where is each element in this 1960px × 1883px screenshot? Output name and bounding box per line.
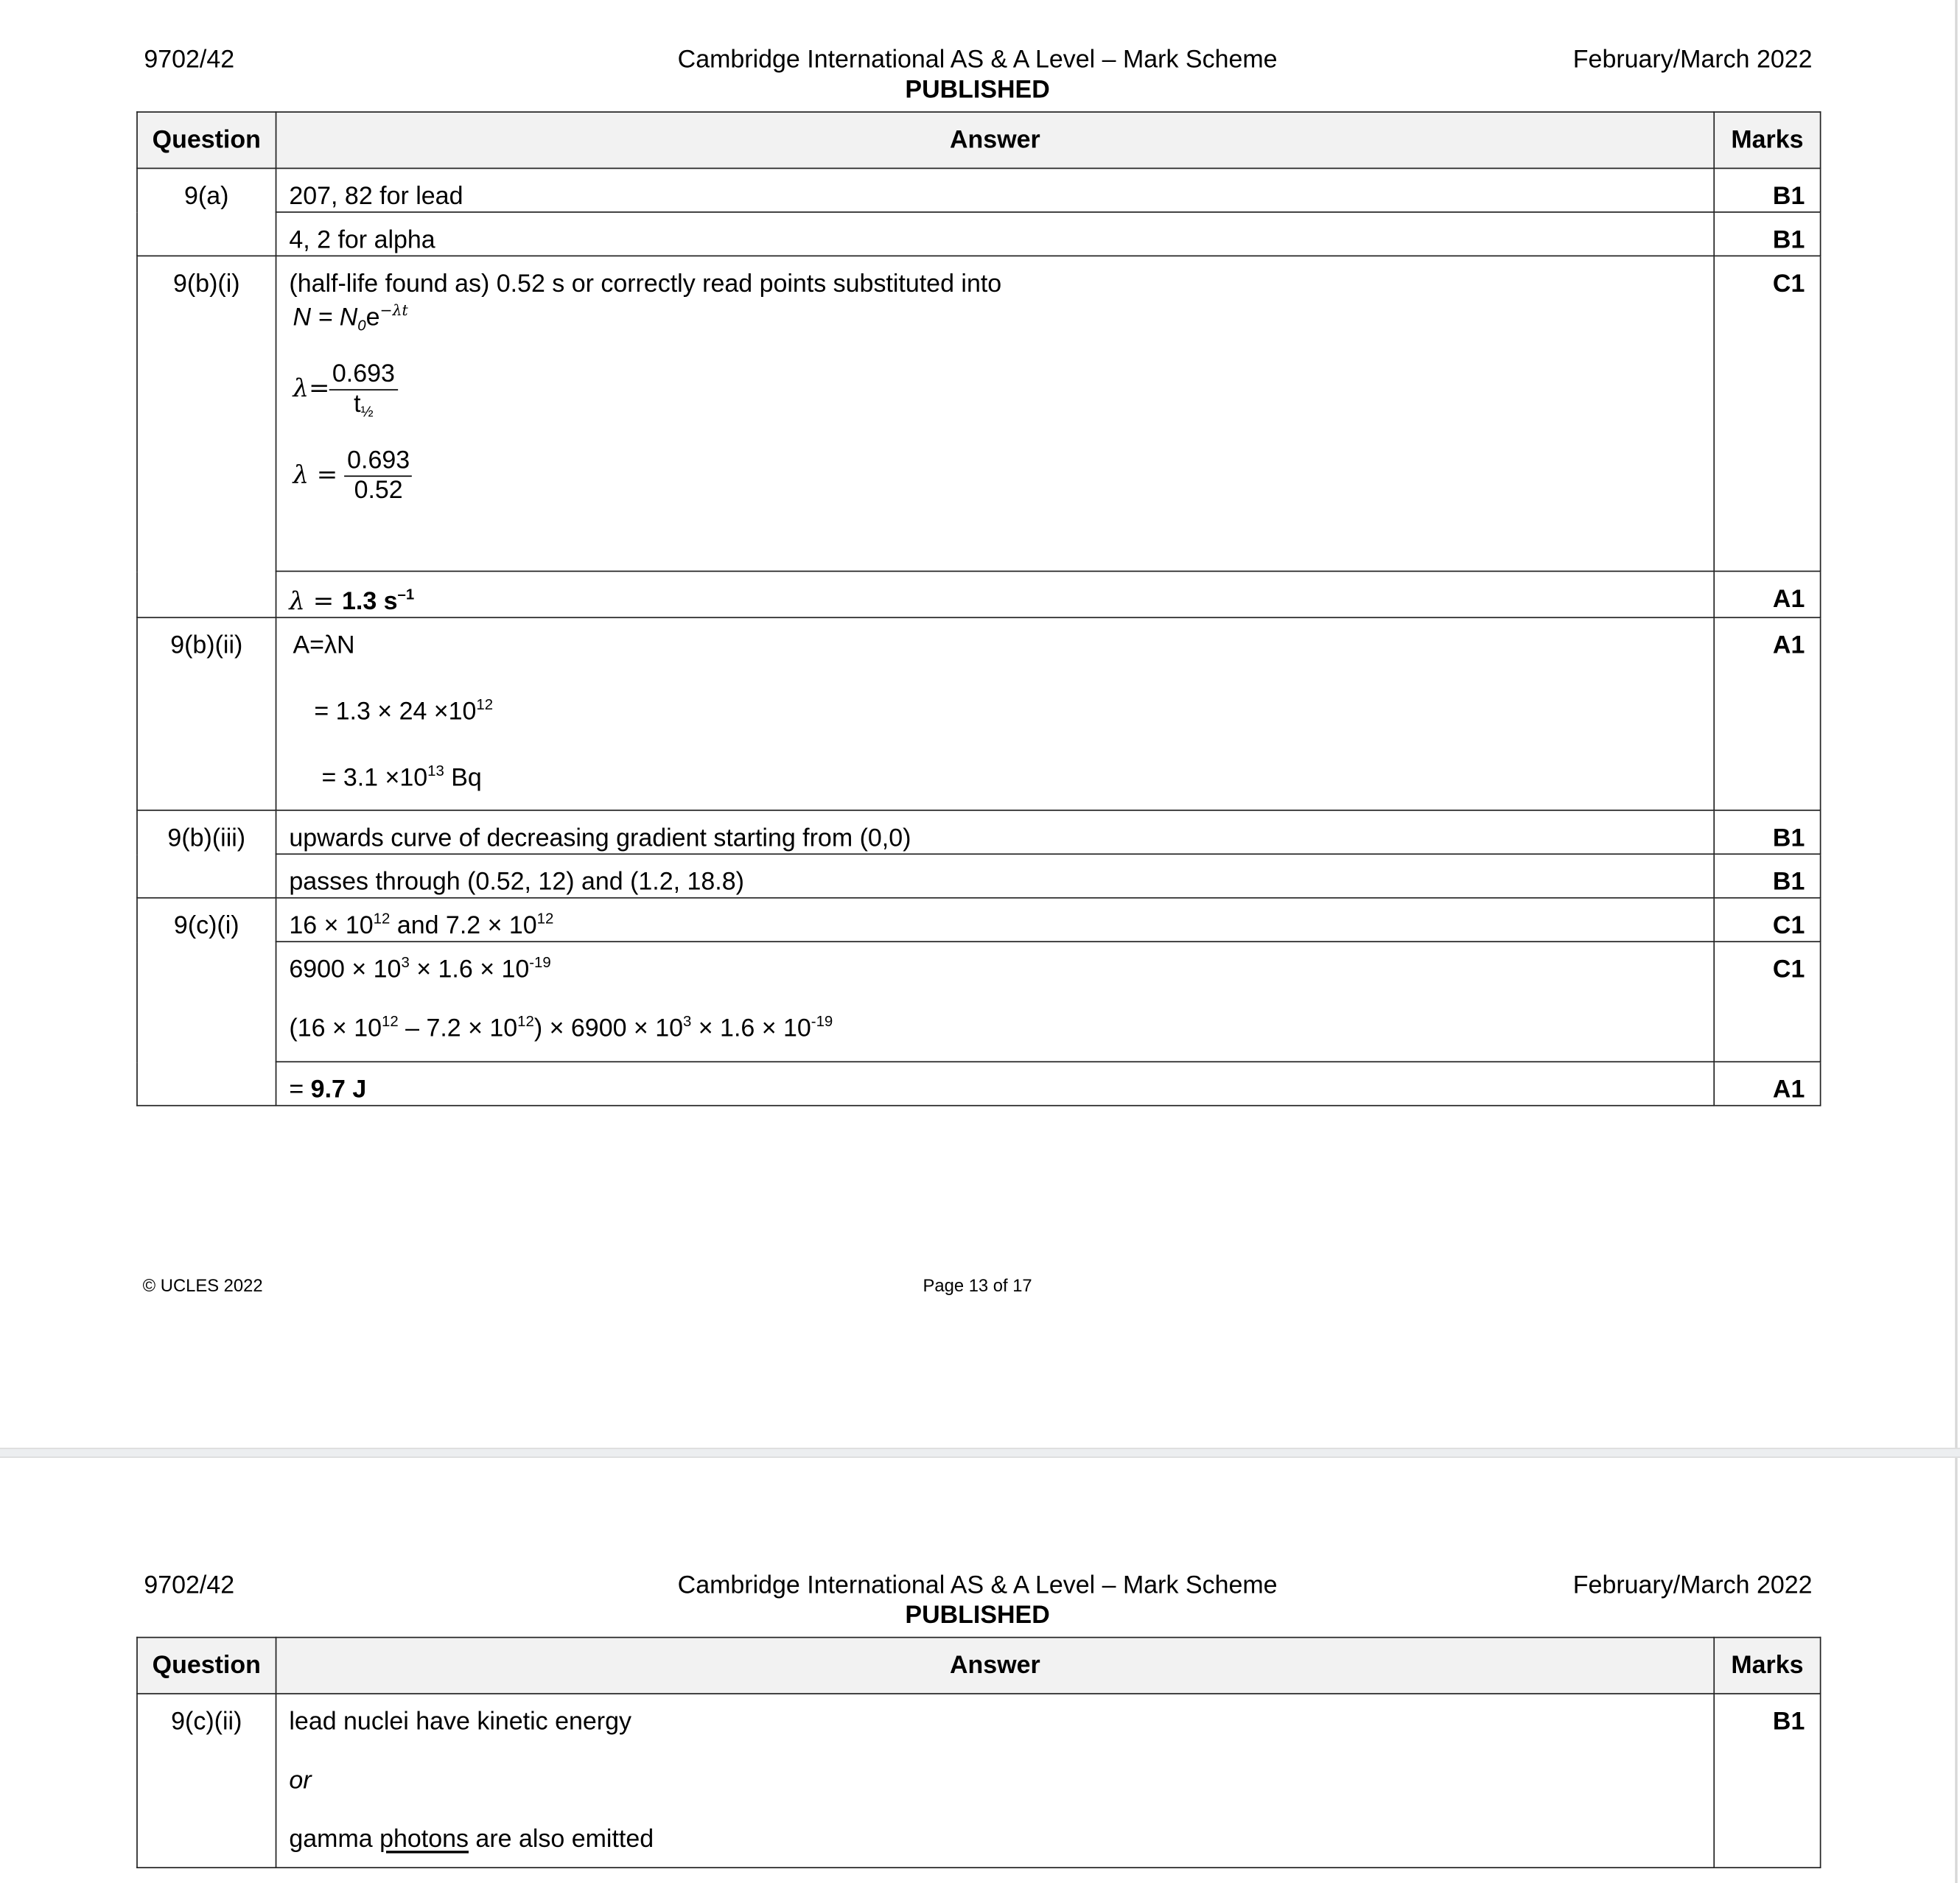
answer-text: lead nuclei have kinetic energy xyxy=(289,1708,631,1736)
page-edge xyxy=(1955,0,1957,1883)
mark-scheme-table xyxy=(136,1637,1821,1868)
answer-cell xyxy=(276,256,1715,571)
column-header-answer: Answer xyxy=(276,112,1715,168)
page-separator xyxy=(0,1448,1960,1458)
answer-text: $6900 \times 10^3 \times 1.6 \times 10^{-19}$ xyxy=(289,953,551,984)
marks-cell: C1 xyxy=(1714,898,1820,942)
answer-cell: = 9.7 J xyxy=(276,1062,1715,1105)
column-header-marks: Marks xyxy=(1714,112,1820,168)
copyright: © UCLES 2022 xyxy=(142,1274,263,1296)
table-row xyxy=(137,810,1821,854)
marks-cell: B1 xyxy=(1714,810,1820,854)
answer-text: or xyxy=(289,1767,312,1795)
answer-cell: 4, 2 for alpha xyxy=(276,212,1715,256)
decay-equation: $N = N_0e^{-\lambda t}$ xyxy=(293,301,408,334)
table-row xyxy=(137,256,1821,571)
answer-cell: $16 \times 10^{12}$ and $7.2 \times 10^{12}$ xyxy=(276,898,1715,942)
decay-constant-substitution: λ = $\frac{0.693}{0.52}$ xyxy=(289,446,1701,505)
table-row xyxy=(137,1062,1821,1105)
marks-cell: A1 xyxy=(1714,1062,1820,1105)
question-number: 9(a) xyxy=(137,168,276,256)
published-label: PUBLISHED xyxy=(905,76,1050,104)
page-number: Page 13 of 17 xyxy=(923,1274,1032,1296)
table-row xyxy=(137,212,1821,256)
column-header-question: Question xyxy=(137,1638,276,1694)
document-title: Cambridge International AS & A Level – Mark Scheme xyxy=(677,1571,1278,1599)
marks-cell: C1 xyxy=(1714,942,1820,1062)
marks-cell: B1 xyxy=(1714,168,1820,211)
table-row xyxy=(137,571,1821,617)
table-row xyxy=(137,1694,1821,1868)
marks-cell: C1 xyxy=(1714,256,1820,571)
answer-cell: λ = 1.3 $s^{-1}$ xyxy=(276,571,1715,617)
answer-cell xyxy=(276,1694,1715,1868)
answer-cell: upwards curve of decreasing gradient starting from (0,0) xyxy=(276,810,1715,854)
answer-text: (half-life found as) 0.52 s or correctly read points substituted into xyxy=(289,270,1002,298)
decay-constant-formula: λ= $\frac{0.693}{t_{\frac{1}{2}}}$ xyxy=(289,360,1701,419)
table-row xyxy=(137,617,1821,810)
mark-scheme-table xyxy=(136,111,1821,1106)
answer-text: gamma photons are also emitted xyxy=(289,1826,654,1854)
answer-text: = $3.1 \times 10^{13}$ Bq xyxy=(321,762,482,793)
table-header-row xyxy=(137,112,1821,168)
column-header-question: Question xyxy=(137,112,276,168)
marks-cell: A1 xyxy=(1714,617,1820,810)
answer-cell xyxy=(276,617,1715,810)
column-header-answer: Answer xyxy=(276,1638,1715,1694)
marks-cell: B1 xyxy=(1714,1694,1820,1868)
paper-code: 9702/42 xyxy=(144,1571,235,1599)
table-row xyxy=(137,942,1821,1062)
table-row xyxy=(137,898,1821,942)
answer-text: = $1.3 \times 24 \times 10^{12}$ xyxy=(314,695,494,726)
answer-cell: 207, 82 for lead xyxy=(276,168,1715,211)
answer-text: A=λN xyxy=(293,631,355,660)
answer-cell: passes through (0.52, 12) and (1.2, 18.8) xyxy=(276,854,1715,897)
column-header-marks: Marks xyxy=(1714,1638,1820,1694)
question-number: 9(b)(iii) xyxy=(137,810,276,898)
exam-session: February/March 2022 xyxy=(1572,1571,1813,1599)
question-number: 9(b)(ii) xyxy=(137,617,276,810)
question-number: 9(c)(ii) xyxy=(137,1694,276,1868)
table-row xyxy=(137,168,1821,211)
answer-text: $(16 \times 10^{12} - 7.2 \times 10^{12}) \times 6900 \times 10^3 \times 1.6 \times 10^{-19}$ xyxy=(289,1012,833,1042)
paper-code: 9702/42 xyxy=(144,46,235,74)
published-label: PUBLISHED xyxy=(905,1602,1050,1630)
answer-cell xyxy=(276,942,1715,1062)
marks-cell: B1 xyxy=(1714,212,1820,256)
exam-session: February/March 2022 xyxy=(1572,46,1813,74)
marks-cell: B1 xyxy=(1714,854,1820,897)
question-number: 9(c)(i) xyxy=(137,898,276,1106)
question-number: 9(b)(i) xyxy=(137,256,276,617)
table-header-row xyxy=(137,1638,1821,1694)
table-row xyxy=(137,854,1821,897)
document-title: Cambridge International AS & A Level – Mark Scheme xyxy=(677,46,1278,74)
marks-cell: A1 xyxy=(1714,571,1820,617)
